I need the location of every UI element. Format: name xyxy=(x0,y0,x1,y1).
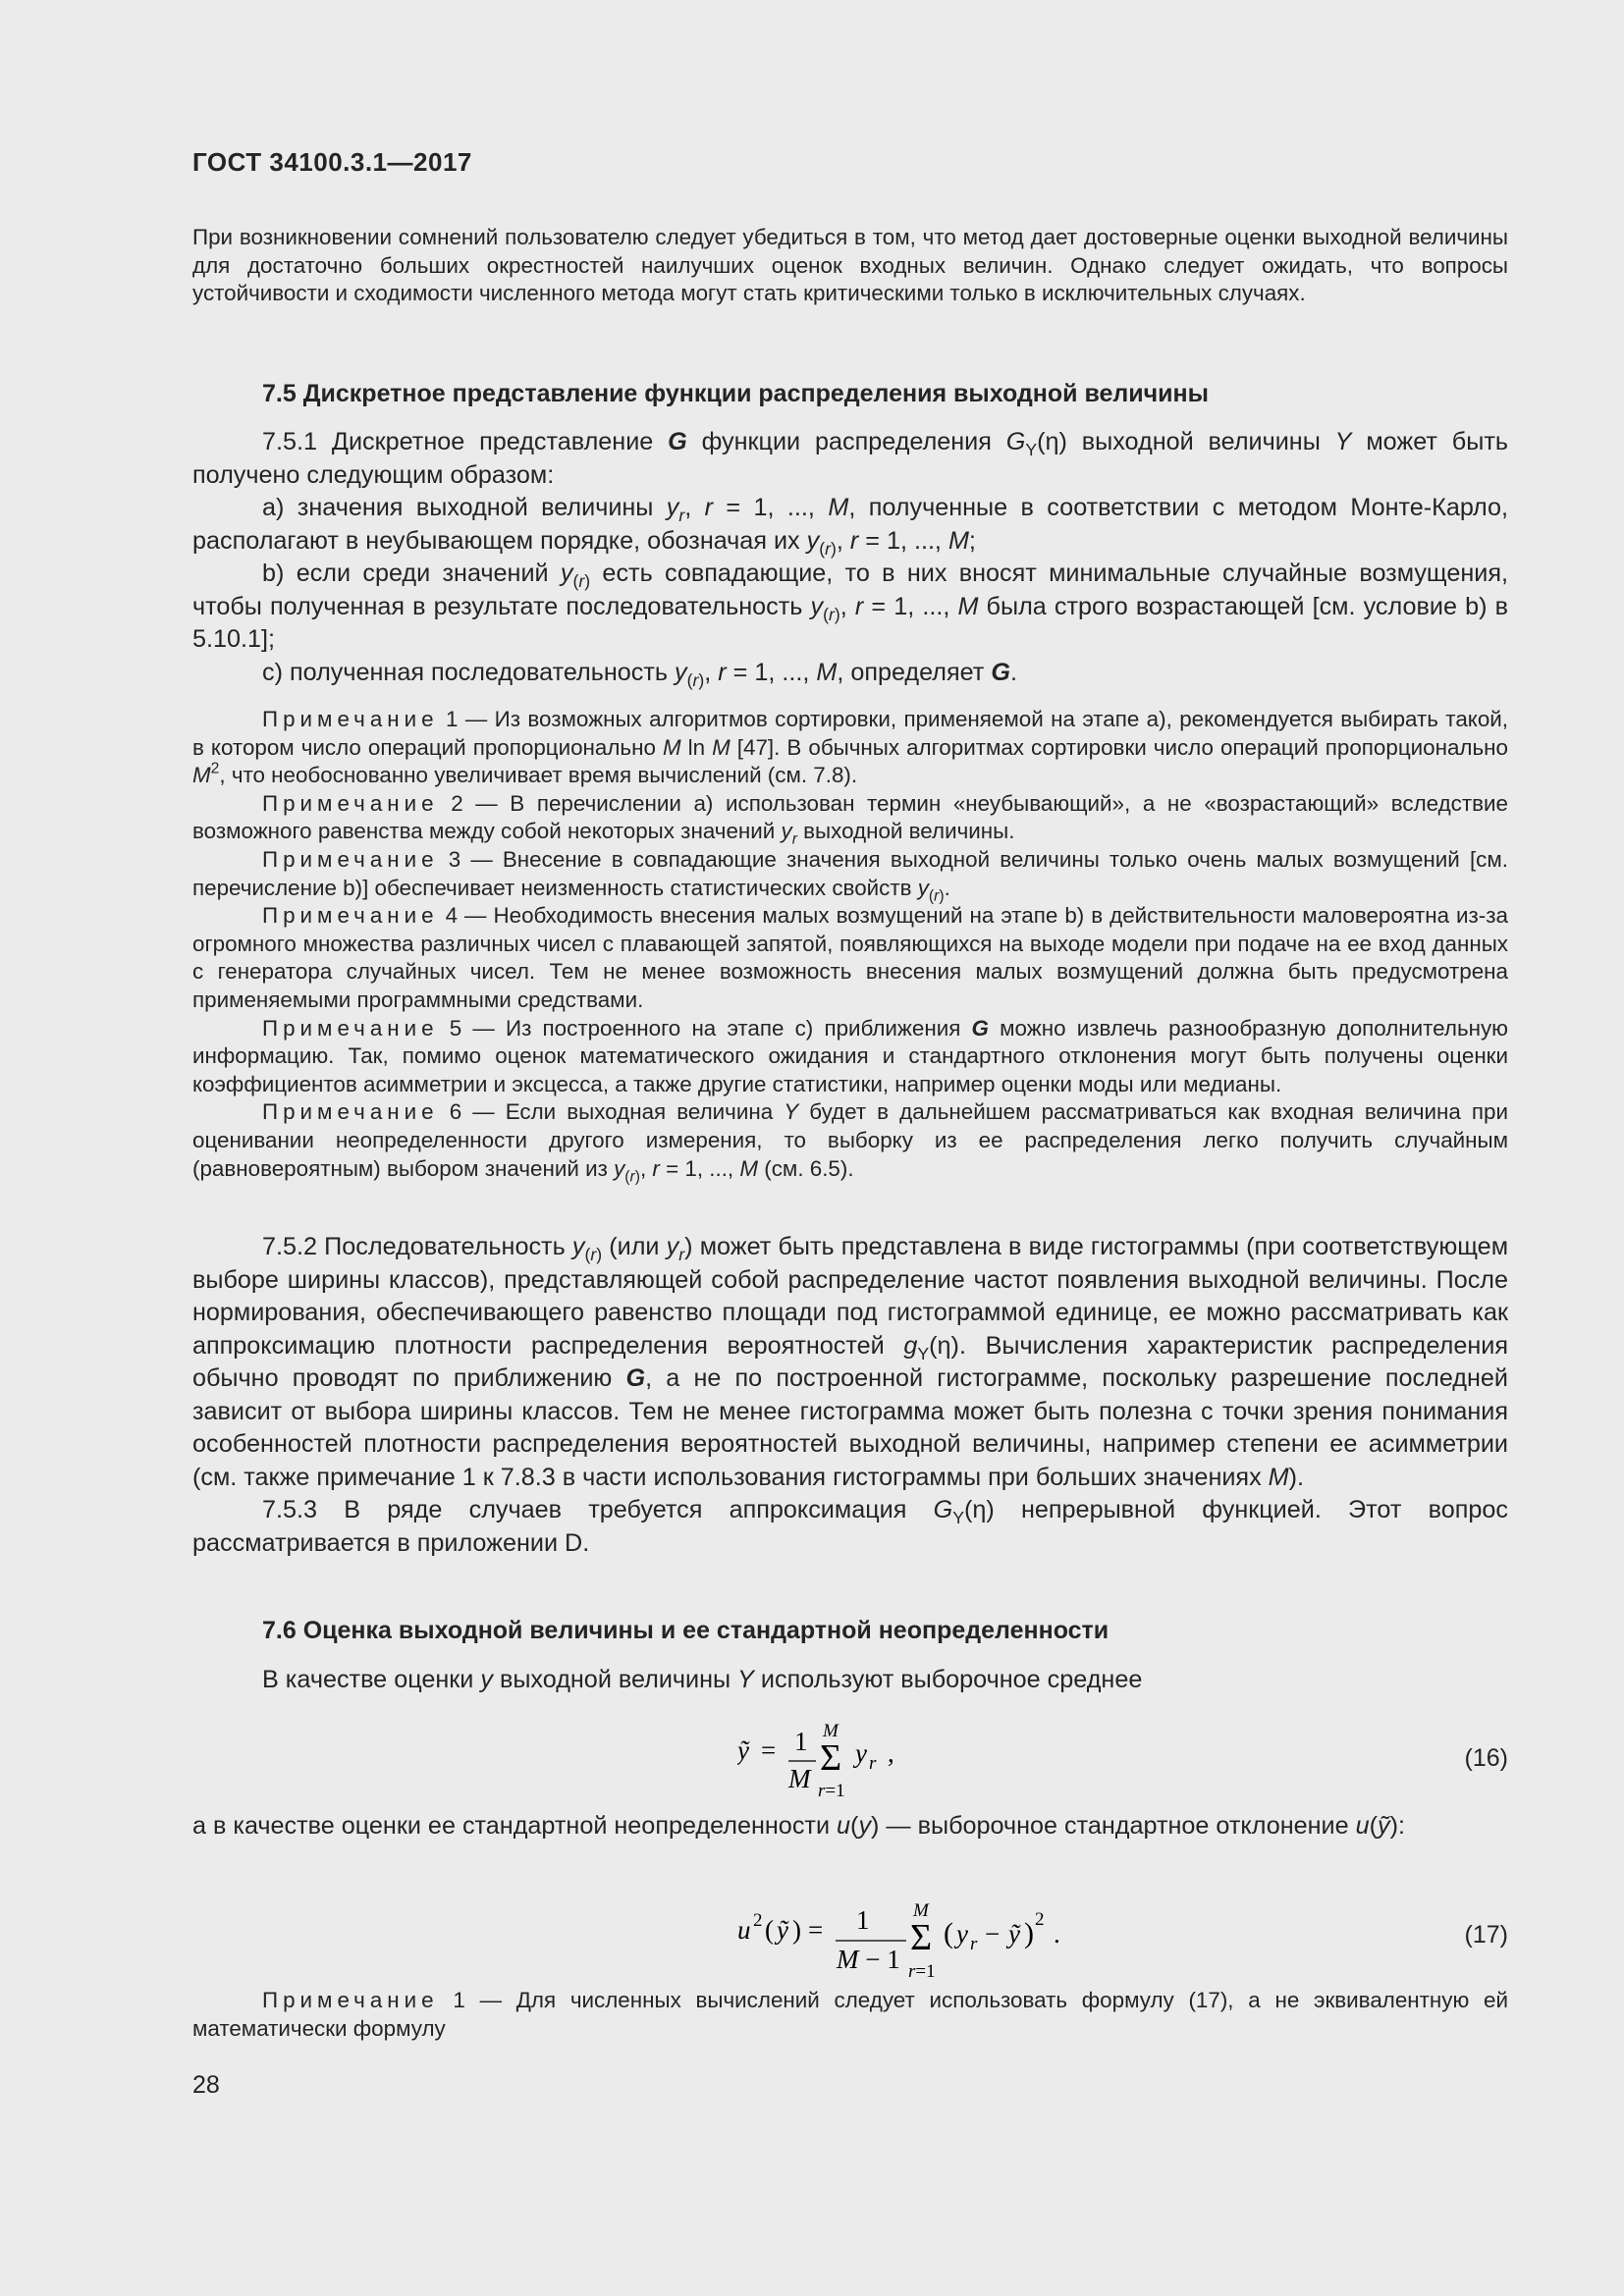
equation-number-17: (17) xyxy=(1464,1921,1508,1949)
note-5: Примечание 5 — Из построенного на этапе с) приближения G можно извлечь разнообразную дополнительную информацию. Так, помимо оценок математического ожидания и стандартного отклонения могут быть получены оценки коэффициентов асимметрии и эксцесса, а также другие статистики, например оценки моды или медианы. xyxy=(192,1015,1508,1096)
svg-text:M: M xyxy=(913,1900,929,1921)
svg-text:1: 1 xyxy=(794,1727,808,1756)
section-7-5-1 xyxy=(192,426,1508,689)
svg-text:1: 1 xyxy=(856,1905,870,1935)
svg-text:ỹ: ỹ xyxy=(1008,1919,1020,1949)
svg-text:M: M xyxy=(788,1764,811,1793)
svg-text:ỹ: ỹ xyxy=(737,1735,749,1765)
section-7-5-2 xyxy=(192,1231,1508,1560)
section-heading-7-6: 7.6 Оценка выходной величины и ее стандартной неопределенности xyxy=(262,1617,1110,1644)
svg-text:.: . xyxy=(1054,1919,1060,1949)
section-7-6-second: а в качестве оценки ее стандартной неопределенности u(y) — выборочное стандартное отклонение u(ỹ): xyxy=(192,1812,1405,1840)
svg-text:r: r xyxy=(970,1934,978,1954)
svg-text:2: 2 xyxy=(753,1910,763,1931)
intro-paragraph: При возникновении сомнений пользователю следует убедиться в том, что метод дает достоверные оценки выходной величины для достаточно больших окрестностей наилучших оценок входных величин. Однако следует ожидать, что вопросы устойчивости и сходимости численного метода могут стать критическими только в исключительных случаях. xyxy=(192,225,1508,305)
svg-text:(: ( xyxy=(944,1917,953,1949)
equation-17 xyxy=(737,1890,1287,1983)
svg-text:2: 2 xyxy=(1035,1909,1045,1930)
svg-text:u: u xyxy=(737,1915,751,1945)
svg-text:(: ( xyxy=(765,1915,774,1945)
svg-text:M − 1: M − 1 xyxy=(837,1945,900,1974)
svg-text:y: y xyxy=(855,1738,867,1768)
page-number: 28 xyxy=(192,2071,220,2099)
section-7-6-intro: В качестве оценки y выходной величины Y используют выборочное среднее xyxy=(262,1666,1143,1693)
svg-text:−: − xyxy=(985,1919,1001,1949)
paragraph-7-5-2: 7.5.2 Последовательность $y_{(r)}$ (или $y_r$) может быть представлена в виде гистограммы (при соответствующем выборе ширины классов), представляющей собой распределение частот появления выходной величины. После нормирования, обеспечивающего равенство площади под гистограммой единице, ее можно рассматривать как аппроксимацию плотности распределения вероятностей $g_Y(\eta)$. Вычисления характеристик распределения обычно проводят по приближению G, а не по построенной гистограмме, поскольку разрешение последней зависит от выбора ширины классов. Тем не менее гистограмма может быть полезна с точки зрения понимания особенностей плотности распределения вероятностей выходной величины, например степени ее асимметрии (см. также примечание 1 к 7.8.3 в части использования гистограммы при больших значениях M). xyxy=(192,1233,1509,1491)
notes-block xyxy=(192,706,1508,1183)
svg-text:): ) xyxy=(792,1915,801,1945)
paragraph-7-5-1: 7.5.1 Дискретное представление G функции распределения $G_Y(\eta)$ выходной величины Y может быть получено следующим образом: xyxy=(192,428,1508,489)
svg-text:r=1: r=1 xyxy=(908,1961,936,1982)
svg-text:y: y xyxy=(956,1919,968,1949)
note-7-6-1: Примечание 1 — Для численных вычислений следует использовать формулу (17), а не эквивалентную ей математически формулу xyxy=(192,1988,1508,2041)
svg-text:Σ: Σ xyxy=(820,1737,842,1779)
list-item-b: b) если среди значений $y_{(r)}$ есть совпадающие, то в них вносят минимальные случайные возмущения, чтобы полученная в результате последовательность $y_{(r)}$, r = 1, ..., M была строго возрастающей [см. условие b) в 5.10.1]; xyxy=(192,560,1508,653)
section-heading-7-5: 7.5 Дискретное представление функции распределения выходной величины xyxy=(262,380,1210,407)
svg-text:Σ: Σ xyxy=(910,1917,933,1958)
note-4: Примечание 4 — Необходимость внесения малых возмущений на этапе b) в действительности маловероятна из-за огромного множества различных чисел с плавающей запятой, появляющихся на выходе модели при подаче на ее вход данных с генератора случайных чисел. Тем не менее возможность внесения малых возмущений должна быть предусмотрена применяемыми программными средствами. xyxy=(192,903,1508,1012)
note-1: Примечание 1 — Из возможных алгоритмов сортировки, применяемой на этапе а), рекомендуется выбирать такой, в котором число операций пропорционально M ln M [47]. В обычных алгоритмах сортировки число операций пропорционально $M^2$, что необоснованно увеличивает время вычислений (см. 7.8). xyxy=(192,707,1508,788)
note-6: Примечание 6 — Если выходная величина Y будет в дальнейшем рассматриваться как входная величина при оценивании неопределенности другого измерения, то выборку из ее распределения легко получить случайным (равновероятным) выбором значений из $y_{(r)}$, r = 1, ..., M (см. 6.5). xyxy=(192,1099,1508,1185)
equation-number-16: (16) xyxy=(1464,1744,1508,1772)
paragraph-7-5-3: 7.5.3 В ряде случаев требуется аппроксимация $G_Y(\eta)$ непрерывной функцией. Этот вопрос рассматривается в приложении D. xyxy=(192,1496,1509,1557)
list-item-a: а) значения выходной величины $y_r$, r = 1, ..., M, полученные в соответствии с методом Монте-Карло, располагают в неубывающем порядке, обозначая их $y_{(r)}$, r = 1, ..., M; xyxy=(192,494,1508,559)
document-page xyxy=(192,0,1508,2296)
note-2: Примечание 2 — В перечислении а) использован термин «неубывающий», а не «возрастающий» вследствие возможного равенства между собой некоторых значений $y_r$ выходной величины. xyxy=(192,790,1508,848)
svg-text:r=1: r=1 xyxy=(818,1781,845,1801)
svg-text:=: = xyxy=(808,1915,824,1945)
svg-text:): ) xyxy=(1024,1917,1034,1949)
list-item-c: с) полученная последовательность $y_{(r)}$, r = 1, ..., M, определяет G. xyxy=(262,658,1017,690)
svg-text:r: r xyxy=(869,1753,877,1774)
svg-text:M: M xyxy=(823,1721,839,1741)
note-3: Примечание 3 — Внесение в совпадающие значения выходной величины только очень малых возмущений [см. перечисление b)] обеспечивает неизменность статистических свойств $y_{(r)}$. xyxy=(192,846,1508,905)
svg-text:ỹ: ỹ xyxy=(777,1915,788,1945)
equation-16 xyxy=(737,1713,1110,1806)
document-header: ГОСТ 34100.3.1—2017 xyxy=(192,147,472,177)
svg-text:=: = xyxy=(761,1735,777,1765)
svg-text:,: , xyxy=(888,1738,894,1768)
